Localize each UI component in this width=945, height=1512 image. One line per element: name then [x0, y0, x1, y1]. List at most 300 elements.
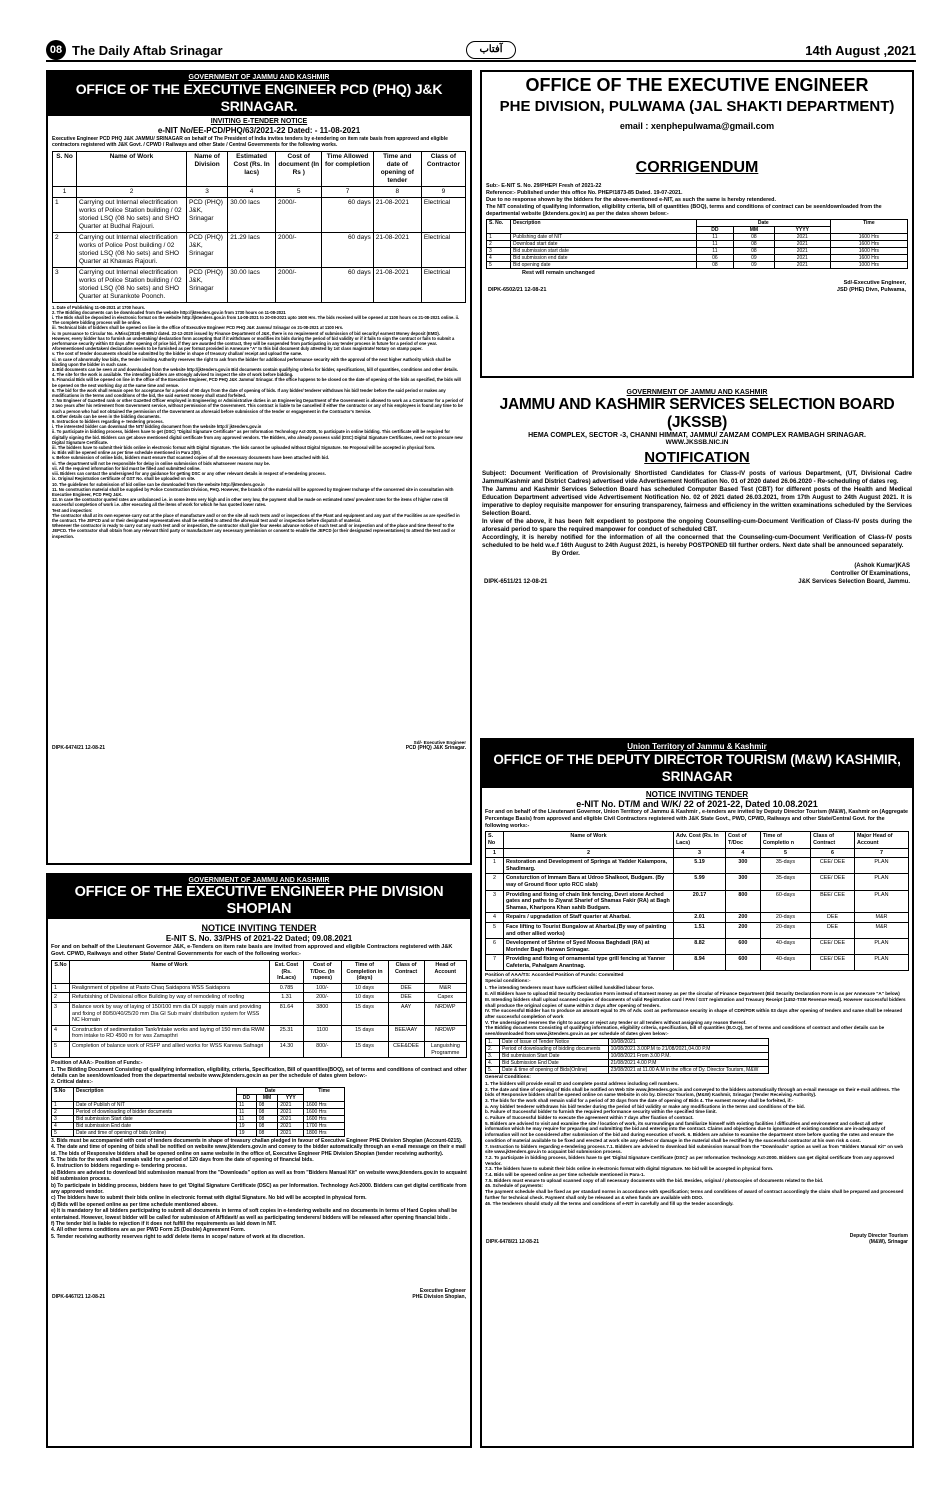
- shopian-cell: 3: [52, 1002, 70, 1025]
- tourism-cell: BEE/ CEE: [811, 890, 855, 913]
- pulwama-cell: 11: [696, 241, 733, 248]
- shopian-dcell: 2021: [278, 1108, 304, 1115]
- shopian-cell: NRDWP: [424, 1025, 466, 1041]
- term-item: ix. Original Registration certificate of GST No. shall be uploaded on site.: [52, 476, 196, 482]
- shopian-cell: Languishing Programme: [424, 1041, 466, 1057]
- tourism-general-list: [482, 1081, 912, 1233]
- tourism-intro: For and on behalf of the Lieutenant Governor, Union Territory of Jammu & Kashmir , e-tenders are invited by Deputy Director Tourism (M&W), Kashmir on (Aggregate Percentage Basis) from approved and eligible Civil Contractors registered with J&K State Govt., PWD, CPWD, Railways and other State/Central Govt. for the following works:-: [485, 809, 909, 829]
- shopian-dcell: 1600 Hrs: [304, 1108, 345, 1115]
- pulwama-cell: 4: [487, 255, 511, 262]
- term-item: c) The bidders have to submit their bids online in electronic format with digital Signature. No bid will be accepted in physical form.: [51, 1195, 367, 1202]
- term-item: 7.4. Bids will be opened online as per time schedule mentioned in Para-1.: [485, 1172, 645, 1178]
- shopian-cell: 81.64: [270, 1002, 304, 1025]
- term-item: 4. The date and time of opening of bids shall be notified on website www.jktenders.gov.in and convey to the bidder automatically through an e-mail message on their e mail id. The bids of Responsive bidders shall be opened online on same website in the office of, Executive Engineer PHE Division Shopian (tender receiving authority).: [51, 1144, 466, 1157]
- pulwama-subcol: YYYY: [774, 227, 830, 234]
- pulwama-cell: 1000 Hrs: [830, 262, 907, 269]
- shopian-cell: Completion of balance work of RSFP and allied works for WSS Karewa Safnagri: [70, 1041, 270, 1057]
- shopian-dcell: 1700 Hrs: [304, 1122, 345, 1129]
- shopian-cell: 10 days: [341, 993, 388, 1003]
- tourism-dcell: Period of downloading of bidding documents: [500, 1045, 609, 1052]
- shopian-cell: 1100: [304, 1025, 341, 1041]
- table-row: [486, 1052, 769, 1059]
- tourism-cell: Providing and fixing of chain link fencing, Devri stone Arched gates and paths to Ziyarat Sharief of Shamas Fakir (RA) at Bagh Shamas, Kharipora Khan sahib Budgam.: [504, 890, 674, 913]
- pulwama-corrigendum: CORRIGENDUM: [635, 159, 759, 176]
- table-row: [52, 1101, 345, 1108]
- tourism-special-list: [482, 985, 912, 1036]
- term-item: f) The tender bid is liable to rejection if it does not fulfill the requirements as laid down in NIT.: [51, 1221, 277, 1228]
- pcd-num: 5: [276, 186, 322, 197]
- shopian-cell: NRDWP: [424, 1002, 466, 1025]
- shopian-cell: 4: [52, 1025, 70, 1041]
- tourism-cell: 7: [486, 955, 504, 971]
- shopian-sig2: PHE Division Shopian,: [412, 1293, 466, 1300]
- tourism-dcell: 5.: [486, 1066, 500, 1073]
- shopian-cell: Construction of sedimentation Tank/Intake works and laying of 150 mm dia RWM from intake to RD 4500 m for wss Zamapthri: [70, 1025, 270, 1041]
- shopian-dcol: Time: [304, 1087, 345, 1101]
- tourism-cell: 5: [486, 922, 504, 938]
- pcd-col: Cost of document (In Rs ): [276, 151, 322, 186]
- term-item: 4. All other terms conditions are as per PWD Form 25 (Double) Agreement Form.: [51, 1227, 246, 1234]
- tourism-cell: 6: [486, 939, 504, 955]
- pcd-ad: [46, 70, 472, 865]
- tourism-cell: 20-days: [760, 922, 810, 938]
- pcd-cell: Carrying out Internal electrification works of Police Post building / 02 storied LSQ (08 No sets) and SHO Quarter at Khawas Rajouri.: [77, 232, 187, 267]
- pcd-col: Class of Contractor: [421, 151, 465, 186]
- table-row: [486, 1059, 769, 1066]
- shopian-enit: E-NIT S. No. 33/PHS of 2021-22 Dated; 09.08.2021: [165, 934, 353, 943]
- pulwama-col: Date: [696, 220, 830, 227]
- shopian-cell: 1.31: [270, 993, 304, 1003]
- tourism-dcell: 1.: [486, 1038, 500, 1045]
- table-row: [486, 858, 909, 874]
- tourism-num: 4: [725, 848, 760, 858]
- tourism-cell: Repairs / upgradation of Staff quarter at Aharbal.: [504, 913, 674, 923]
- table-row: [52, 1122, 345, 1129]
- shopian-term-1: 1. The Bidding Document Consisting of qualifying information, eligibility, criteria, Specification, Bill of quantities(BOQ), set of terms and conditions of contract and other details can be seen/downloaded from the departmental website www.jktenders.gov.in as per the schedule of dates given below:-: [51, 1066, 467, 1079]
- shopian-dcell: 2021: [278, 1101, 304, 1108]
- term-item: a) Bidders are advised to download bid submission manual from the "Downloads" option as well as from "Bidders Manual Kit" on website www.jktenders.gov.in to acquaint bid submission process.: [51, 1169, 467, 1183]
- pulwama-sig2: JSD (PHE) Divn, Pulwama,: [836, 287, 906, 293]
- jkssb-subject: Subject: Document Verification of Provisionally Shortlisted Candidates for Class-IV posts of various Department, (UT, Divisional Cadre Jammu/Kashmir and District Cadres) advertised vide Advertisement Notification No. 01 of 2020 dated 26.06.2020 - Re-scheduling of dates reg.: [482, 470, 912, 485]
- shopian-col: Time of Completion in (days): [341, 961, 388, 984]
- pcd-title: OFFICE OF THE EXECUTIVE ENGINEER PCD (PHQ) J&K SRINAGAR.: [75, 81, 443, 114]
- term-item: 9. Instruction to bidders regarding e- tendering process.: [52, 419, 164, 425]
- tourism-cell: CEE/ DEE: [811, 939, 855, 955]
- tourism-num: 3: [674, 848, 726, 858]
- term-item: Whenever the contractor is ready to carry out any such test and/ or inspection, the contractor shall give four weeks advance notice of such test and/ or inspection and of the place and time thereof to the JEPCD. The contractor shall obtain from any relevant third party or manufacturer any necessary permission or consent to enable the JEPCD (or their designated representatives) to attend the test and/ or inspection.: [52, 523, 456, 539]
- pulwama-sub: Sub:- E-NIT S. No. 29/PHEP/ Fresh of 2021-22: [486, 183, 602, 189]
- pcd-num: 7: [322, 186, 373, 197]
- tourism-cell: PLAN: [854, 955, 908, 971]
- tourism-dcell: 2.: [486, 1045, 500, 1052]
- shopian-nit: NOTICE INVITING TENDER: [201, 923, 317, 933]
- tourism-cell: Development of Shrine of Syed Moosa Baghdadi (RA) at Morinder Bagh Harwan Srinagar.: [504, 939, 674, 955]
- pcd-cell: 60 days: [322, 232, 373, 267]
- tourism-cell: 200: [725, 913, 760, 923]
- tourism-title: OFFICE OF THE DEPUTY DIRECTOR TOURISM (M&W) KASHMIR, SRINAGAR: [493, 752, 901, 784]
- jkssb-notification: NOTIFICATION: [644, 449, 750, 466]
- term-item: i. The Bids shall be deposited in electronic format on the website http://jktenders.gov.in from 14-08-2021 to 20-08-2021 upto 1600 Hrs. The bids received will be opened at 1100 hours on 21-08-2021 online. ii. The complete bidding process will be online.: [52, 315, 460, 326]
- shopian-dcell: 2: [52, 1108, 74, 1115]
- pulwama-cell: 08: [734, 241, 775, 248]
- tourism-dates-table: [485, 1038, 769, 1074]
- pcd-cell: 2000/-: [276, 267, 322, 302]
- tourism-col: Major Head of Account: [854, 832, 908, 848]
- shopian-dcell: 08: [256, 1101, 278, 1108]
- pcd-num: 3: [187, 186, 228, 197]
- term-item: iii. Technical bids of bidders shall be opened on line in the office of Executive Engineer PCD PHQ J&K Jammu/ Srinagar on 21-08-2021 at 1100 Hrs.: [52, 325, 344, 331]
- pcd-table: [52, 151, 466, 303]
- term-item: IV. The successful Bidder has to produce an amount equal to 3% of Adv. cost as performance security in shape of CDR/FDR within 03 days after opening of tenders and same shall be released after successful completion of work: [485, 1008, 903, 1019]
- shopian-dcell: Period of downloading of bidder documents: [74, 1108, 237, 1115]
- term-item: vi. In case of abnormally low bids, the tender inviting Authority reserves the right to ask from the bidder for additional performance security with the approval of the next higher Authority which shall be binding upon the bidder in such case.: [52, 356, 451, 367]
- shopian-dcell: Bid submission Start date: [74, 1115, 237, 1122]
- table-row: [52, 993, 467, 1003]
- pcd-col: Name of Division: [187, 151, 228, 186]
- tourism-position: Position of AAA/TS: Accorded Position of Funds: Committed: [485, 973, 624, 979]
- pcd-cell: 21.29 lacs: [228, 232, 276, 267]
- pulwama-email: email : xenphepulwama@gmail.com: [619, 121, 775, 131]
- term-item: d) Bids will be opened online as per time schedule mentioned above.: [51, 1201, 218, 1208]
- tourism-cell: PLAN: [854, 858, 908, 874]
- shopian-dsub: YYY: [278, 1094, 304, 1101]
- pulwama-cell: Bid opening date: [511, 262, 697, 269]
- table-row: [52, 1025, 467, 1041]
- jkssb-by-order: By Order.: [552, 550, 580, 557]
- issue-date: 14th August ,2021: [805, 42, 916, 58]
- pcd-cell: PCD (PHQ) J&K, Srinagar: [187, 197, 228, 232]
- shopian-gov: GOVERNMENT OF JAMMU AND KASHMIR: [188, 877, 330, 884]
- pcd-cell: Carrying out Internal electrification works of Police Station building / 02 storied LSQ (08 No sets) and SHO Quarter at Budhal Rajouri.: [77, 197, 187, 232]
- tourism-cell: CEE/ DEE: [811, 858, 855, 874]
- term-item: III. Intending bidders shall upload scanned copies of documents of valid Registration card / PAN / GST registration and Treasury Receipt (1452-TSM Revenue Head). However successful bidders shall produce the original copies of same within 3 days after opening of tenders.: [485, 996, 906, 1008]
- term-item: 12. In case the contractor quoted rates are unbalanced i.e. in some items very high and in other very low, the payment shall be made on estimated rates/ prevalent rates for the items of higher rates till successful completion of work i.e. after executing all the items of work for which he has quoted lower rates.: [52, 497, 449, 508]
- term-item: 1. Date of Publishing 11-08-2021 at 1700 hours.: [52, 304, 146, 310]
- term-item: 5. The bids for the work shall remain valid for a period of 120 days from the date of opening of financial bids.: [51, 1156, 314, 1163]
- pulwama-cell: 2021: [774, 241, 830, 248]
- page-header: [46, 40, 916, 62]
- tourism-sig2: (M&W), Srinagar: [869, 1238, 908, 1245]
- shopian-cell: DEE: [388, 983, 424, 993]
- shopian-dcell: 08: [256, 1108, 278, 1115]
- tourism-col: S. No: [486, 832, 504, 848]
- pcd-num: 2: [77, 186, 187, 197]
- term-item: 8. Other details can be seen in the bidding documents.: [52, 413, 161, 419]
- term-item: 7. No Engineer of Gazetted rank or other Gazetted Officer employed in Engineering or Administrative duties in an Engineering Department of the Government is allowed to work as a Contractor for a period of 2 two years after his retirement from Government service, without permission of the Government. This contract is liable to be cancelled if either the contractor or any of his employees is found any time to be such a person who had not obtained the permission of the Government as aforesaid before submission of the tender or engagement in the Contractor's Service.: [52, 398, 464, 414]
- shopian-col: Cost of T/Doc. (In rupees): [304, 961, 341, 984]
- jkssb-sig-board: J&K Services Selection Board, Jammu.: [798, 579, 910, 585]
- tourism-cell: DEE: [811, 922, 855, 938]
- pcd-cell: 2: [53, 232, 77, 267]
- pcd-cell: Electrical: [421, 197, 465, 232]
- pulwama-title-1: OFFICE OF THE EXECUTIVE ENGINEER: [525, 75, 869, 95]
- tourism-cell: 1: [486, 858, 504, 874]
- pcd-col: Name of Work: [77, 151, 187, 186]
- shopian-dcell: 08: [256, 1115, 278, 1122]
- term-item: 7.3. The bidders have to submit their bids online in electronic format with digital Signature. No bid will be accepted in physical form.: [485, 1166, 774, 1172]
- pulwama-due: Due to no response shown by the bidders for the above-mentioned e-NIT, as such the same is hereby retendered.: [486, 197, 776, 203]
- shopian-banner: [48, 875, 470, 919]
- term-item: 2. The Bidding documents can be downloaded from the website http://jktenders.gov.in from 1730 hours on 11-08-2021: [52, 309, 286, 315]
- tourism-dcell: 3.: [486, 1052, 500, 1059]
- shopian-cell: Balance work by way of laying of 150/100 mm dia DI supply main and providing and fixing of 80/50/40/25/20 mm Dia GI Sub main/ distribution system for WSS NC Hornain: [70, 1002, 270, 1025]
- table-row: [52, 1041, 467, 1057]
- tourism-dcell: Bid submission Start Date: [500, 1052, 609, 1059]
- term-item: c. Failure of Successful bidder to execute the agreement within 7 days after fixation of contract.: [485, 1115, 694, 1121]
- table-row: [52, 983, 467, 993]
- table-row: [486, 922, 909, 938]
- pulwama-col: Time: [830, 220, 907, 234]
- pulwama-rest: Rest will remain unchanged: [522, 270, 595, 276]
- term-item: 1. The bidders will provide email ID and complete postal address including cell numbers.: [485, 1080, 679, 1086]
- pcd-cell: 60 days: [322, 267, 373, 302]
- pulwama-title-2: PHE DIVISION, PULWAMA (JAL SHAKTI DEPARTMENT): [499, 98, 895, 115]
- pcd-nit: e-NIT No/EE-PCD/PHQ/63/2021-22 Dated: - 11-08-2021: [157, 126, 361, 135]
- term-item: 10. The guidelines for submission of bid online can be downloaded from the website http://jktenders.gov.in: [52, 481, 265, 487]
- pulwama-cell: 2021: [774, 255, 830, 262]
- tourism-cell: M&R: [854, 922, 908, 938]
- term-item: The Bidding documents Consisting of qualifying information, eligibility criteria, specification, bill of quantities (B.O.Q), Set of terms and conditions of contract and other details can be seen/downloaded from www.jktenders.gov.in as per schedule of dates given below:-: [485, 1025, 885, 1037]
- shopian-dates-table: [51, 1087, 345, 1137]
- pulwama-cell: 11: [696, 234, 733, 241]
- pulwama-cell: 5: [487, 262, 511, 269]
- tourism-cell: Restoration and Development of Springs at Yadder Kalampora, Shadimarg.: [504, 858, 674, 874]
- tourism-nit: NOTICE INVITING TENDER: [645, 790, 749, 799]
- shopian-cell: 2: [52, 993, 70, 1003]
- table-row: [52, 1002, 467, 1025]
- pcd-cell: Electrical: [421, 232, 465, 267]
- table-row: [486, 890, 909, 913]
- shopian-dcell: Bid submission End date: [74, 1122, 237, 1129]
- tourism-cell: 20-days: [760, 913, 810, 923]
- shopian-cell: 25.31: [270, 1025, 304, 1041]
- shopian-dcell: Date of Publish of NIT: [74, 1101, 237, 1108]
- shopian-signature: Executive Engineer: [419, 1287, 466, 1294]
- shopian-dcell: 19: [237, 1129, 257, 1136]
- jkssb-para-2: The Jammu and Kashmir Services Selection Board has scheduled Computer Based Test (CBT) for different posts of the Health and Medical Education Department advertised vide Advertisement Notification No. 02 of 2021 dated 26.03.2021, from 17th August to 24th August 2021. It is imperative to deploy requisite manpower for ensuring transparency, fairness and efficiency in the written examinations scheduled by the Services Selection Board.: [482, 486, 912, 517]
- tourism-cell: 5.99: [674, 874, 726, 890]
- term-item: 2. The date and time of opening of Bids shall be notified on Web Site www.jktenders.gov.in and conveyed to the bidders automatically through an e-mail message on their e-mail address. The bids of Responsive bidders shall be opened online on same Website in o/o by. Director Tourism, (M&W) Kashmir, Srinagar (Tender Receiving Authority).: [485, 1086, 900, 1098]
- term-item: 6. Instruction to bidders regarding e- tendering process.: [51, 1163, 187, 1170]
- shopian-dcell: 08: [256, 1129, 278, 1136]
- pcd-cell: 30.00 lacs: [228, 267, 276, 302]
- pcd-cell: 30.00 lacs: [228, 197, 276, 232]
- term-item: b. Failure of Successful bidder to furnish the required performance security within the specified time limit.: [485, 1109, 717, 1115]
- pulwama-subcol: DD: [696, 227, 733, 234]
- shopian-dcell: 1: [52, 1101, 74, 1108]
- tourism-dcell: 10/08/2021 3.00P.M to 21/08/2021,04.00 P.M: [608, 1045, 768, 1052]
- shopian-table: [51, 960, 467, 1058]
- tourism-cell: 40-days: [760, 955, 810, 971]
- shopian-cell: DEE: [388, 993, 424, 1003]
- pcd-num: 8: [373, 186, 421, 197]
- tourism-cell: 5.19: [674, 858, 726, 874]
- shopian-cell: CEE&DEE: [388, 1041, 424, 1057]
- table-row: [487, 234, 908, 241]
- pcd-footer: [52, 745, 466, 751]
- pulwama-cell: Download start date: [511, 241, 697, 248]
- pulwama-cell: 1600 Hrs: [830, 234, 907, 241]
- term-item: vi. The department will not be responsible for delay in online submission of bids whatsoever reasons may be.: [52, 460, 271, 466]
- jkssb-para-4: Accordingly, it is hereby notified for the information of all the concerned that the Counseling-cum-Document Verification of Class-IV posts scheduled to be held w.e.f 16th August to 24th August 2021, is hereby POSTPONED till further orders. Next date shall be announced separately.: [482, 534, 912, 549]
- term-item: i. The interested bidder can download the NIT/ bidding document from the website http:// jktenders.gov.in: [52, 424, 262, 430]
- term-item: a. Any bidder/ tenderer withdraws his bid/ tender during the period of bid validity or make any modifications in the terms and conditions of the bid.: [485, 1103, 805, 1109]
- table-row: [53, 197, 466, 232]
- tourism-cell: 3: [486, 890, 504, 913]
- shopian-dcell: 11: [237, 1108, 257, 1115]
- pcd-dipk: DIPK-6474/21 12-08-21: [52, 745, 106, 752]
- pulwama-ref: Reference:- Published under this office No. PHEP/1873-85 Dated. 19-07-2021.: [486, 190, 683, 196]
- tourism-num: 7: [854, 848, 908, 858]
- pulwama-cell: 08: [696, 262, 733, 269]
- shopian-cell: 200/-: [304, 993, 341, 1003]
- tourism-cell: Consturction of Immam Bara at Udroo Shalkoot, Budgam. (By way of Ground floor upto RCC slab): [504, 874, 674, 890]
- term-item: 46. The tenderers should study all the terms and conditions of e-NIT in carefully and fill up the tender accordingly.: [485, 1200, 734, 1206]
- shopian-col: Name of Work: [70, 961, 270, 984]
- term-item: 11. No construction material shall be supplied by Police Construction Division, PHQ. However, the brands of the material will be approved by Engineer Incharge of the concerned site in consultation with Executive Engineer, PCD PHQ J&K.: [52, 486, 454, 497]
- term-item: 45. Schedule of payments:: [485, 1183, 543, 1189]
- term-item: ii. To participate in bidding process, bidders have to get (DSC) "Digital Signature Certificate" as per Information Technology Act-2000, to participate in online bidding. This certificate will be required for digitally signing the bid. Bidders can get above mentioned digital certificate from any approved vendors. The Bidders, who already possess valid (DSC) Digital Signature Certificates, need not to procure new Digital Signature Certificate.: [52, 429, 463, 445]
- term-item: 5. Bidders are advised to visit and examine the site / location of work, its surroundings and familiarize himself with existing facilities / difficulties and environment and collect all other information which he may require for preparing and submitting the bid and entering into the contract. Claims and objections due to ignorance of existing conditions are in-adequacy of information will not be considered after submission of the bid and during execution of work. 6. Bidders are advise to examine the department store before quoting the rates and ensure the condition of material available to be fixed and erected at work site any defect or damage in the material shall be rectified by the successful contractor at his own risk & cost.: [485, 1120, 894, 1143]
- pulwama-cell: 09: [734, 255, 775, 262]
- tourism-dipk: DIPK-6478/21 12-08-21: [486, 1238, 540, 1245]
- shopian-dsub: DD: [237, 1094, 257, 1101]
- term-item: 7. Instruction to bidders regarding e-tendering process.7.1. Bidders are advised to download bid submission manual from the "Downloads" option as well as from "Bidders Manual Kit" on web site www.jktenders.gov.in to acquaint bid submission process.: [485, 1143, 904, 1155]
- pulwama-ad: [480, 70, 914, 378]
- tourism-cell: 2.01: [674, 913, 726, 923]
- tourism-cell: PLAN: [854, 874, 908, 890]
- shopian-cell: 0.785: [270, 983, 304, 993]
- table-row: [486, 1066, 769, 1073]
- term-item: b) To participate in bidding process, bidders have to get 'Digital Signature Certificate (DSC) as per Information. Technology Act-2000. Bidders can get digital certificate from any approved vendor.: [51, 1182, 467, 1195]
- shopian-dcell: 5: [52, 1129, 74, 1136]
- pcd-col: S. No: [53, 151, 77, 186]
- pcd-cell: 21-08-2021: [373, 232, 421, 267]
- pulwama-cell: 09: [734, 262, 775, 269]
- tourism-cell: 800: [725, 890, 760, 913]
- shopian-dcell: 2021: [278, 1129, 304, 1136]
- term-item: I. The intending tenderers must have sufficient skilled /unskilled labour force.: [485, 985, 654, 991]
- tourism-cell: PLAN: [854, 939, 908, 955]
- term-item: v. Before submission of online bids, bidders must ensure that scanned copies of all the necessary documents have been attached with bid.: [52, 455, 330, 461]
- tourism-num: 2: [504, 848, 674, 858]
- pulwama-cell: 08: [734, 248, 775, 255]
- table-row: [53, 232, 466, 267]
- tourism-col: Adv. Cost (Rs. In Lacs): [674, 832, 726, 848]
- tourism-cell: 35-days: [760, 858, 810, 874]
- shopian-col: Est. Cost (Rs. InLacs): [270, 961, 304, 984]
- tourism-cell: 600: [725, 939, 760, 955]
- term-item: The contractor shall at its own expense carry out at the place of manufacture and/ or on the site all such tests and/ or inspections of the Plant and equipment and any part of the Facilities as are specified in the contract. The JEPCD and or their designated representatives shall be entitled to attend the aforesaid test and/ or inspection before dispatch of material.: [52, 512, 460, 523]
- term-item: viii. Bidders can contact the undersigned for any guidance for getting DSC or any other relevant details in respect of e-tendering process.: [52, 471, 326, 477]
- pcd-cell: 21-08-2021: [373, 197, 421, 232]
- table-row: [487, 248, 908, 255]
- pcd-num: 4: [228, 186, 276, 197]
- pulwama-table: [486, 219, 908, 269]
- pcd-col: Time Allowed for completion: [322, 151, 373, 186]
- term-item: The payment schedule shall be fixed as per standard norms in accordance with specification; terms and conditions of award of contract accordingly the claim shall be prepared and processed further for technical check. Payment shall only be released as & when funds are available with DDO.: [485, 1189, 904, 1200]
- pulwama-cell: 2021: [774, 234, 830, 241]
- tourism-cell: Face lifting to Tourist Bungalow at Aharbal.(By way of painting and other allied works): [504, 922, 674, 938]
- shopian-dcell: 08: [256, 1122, 278, 1129]
- shopian-cell: 10 days: [341, 983, 388, 993]
- pulwama-cell: 08: [734, 234, 775, 241]
- tourism-cell: Providing and fixing of ornamental type grill fencing at Yanner Cafeteria, Pahalgam Anantnag.: [504, 955, 674, 971]
- shopian-dcell: 1600 Hrs: [304, 1101, 345, 1108]
- page-number: 08: [46, 40, 66, 60]
- shopian-dcell: 11: [237, 1115, 257, 1122]
- pulwama-cell: 1: [487, 234, 511, 241]
- pcd-col: Estimated Cost (Rs. In lacs): [228, 151, 276, 186]
- tourism-dcell: Bid Submission End Date: [500, 1059, 609, 1066]
- term-item: 5. Financial Bids will be opened on line in the office of the Executive Engineer, PCD PHQ J&K Jammu/ Srinagar. If the office happens to be closed on the date of opening of the bids as specified, the bids will be opened on the next working day at the same time and venue.: [52, 377, 461, 388]
- tourism-num: 5: [760, 848, 810, 858]
- pcd-cell: PCD (PHQ) J&K, Srinagar: [187, 232, 228, 267]
- shopian-dcell: 19: [237, 1122, 257, 1129]
- tourism-cell: 60-days: [760, 890, 810, 913]
- tourism-enit: e-NIT No. DT/M and W/K/ 22 of 2021-22, Dated 10.08.2021: [576, 799, 818, 809]
- tourism-cell: 200: [725, 922, 760, 938]
- table-row: [486, 1045, 769, 1052]
- pulwama-cell: 2021: [774, 262, 830, 269]
- shopian-dcell: 11: [237, 1101, 257, 1108]
- term-item: 7.5. Bidders must ensure to upload scanned copy of all necessary documents with the bid. Besides, original / photocopies of documents related to the bid.: [485, 1177, 824, 1183]
- table-row: [52, 1115, 345, 1122]
- shopian-dcell: 3: [52, 1115, 74, 1122]
- term-item: II. All Bidders have to upload Bid Security Declaration Form instead of Earnest money as per the circular of Finance Department (Bid Security Declaration Form is as per Annexure "A" below): [485, 991, 900, 997]
- table-row: [487, 255, 908, 262]
- pcd-cell: 60 days: [322, 197, 373, 232]
- pcd-cell: 21-08-2021: [373, 267, 421, 302]
- term-item: vii. All the required information for bid must be filled and submitted online.: [52, 465, 201, 471]
- shopian-cell: 1: [52, 983, 70, 993]
- tourism-dcell: Date of Issue of Tender Notice: [500, 1038, 609, 1045]
- pcd-num: 9: [421, 186, 465, 197]
- pcd-terms: [48, 305, 470, 740]
- pcd-col: Time and date of opening of tender: [373, 151, 421, 186]
- tourism-cell: PLAN: [854, 890, 908, 913]
- tourism-cell: 8.94: [674, 955, 726, 971]
- pulwama-col: Description: [511, 220, 697, 234]
- jkssb-web: WWW.JKSSB.NIC.IN: [665, 439, 729, 446]
- pulwama-cell: 2021: [774, 248, 830, 255]
- shopian-dcell: 2021: [278, 1122, 304, 1129]
- term-item: V. The undersigned reserves the right to accept or reject any tender or all tenders without assigning any reason thereof.: [485, 1019, 747, 1025]
- pulwama-cell: 3: [487, 248, 511, 255]
- tourism-dcell: 4.: [486, 1059, 500, 1066]
- tourism-dcell: 21/08/2021 4.00 P.M: [608, 1059, 768, 1066]
- tourism-col: Class of Contract: [811, 832, 855, 848]
- shopian-cell: BEE/AAY: [388, 1025, 424, 1041]
- table-row: [487, 241, 908, 248]
- tourism-col: Cost of T/Doc: [725, 832, 760, 848]
- jkssb-sig-title: Controller Of Examinations,: [830, 571, 910, 577]
- table-row: [486, 874, 909, 890]
- jkssb-para-3: In view of the above, it has been felt expedient to postpone the ongoing Counselling-cum-Document Verification of Class-IV posts during the aforesaid period to spare the required manpower for conduct of scheduled CBT.: [482, 518, 912, 533]
- pcd-cell: Carrying out Internal electrification works of Police Station building / 02 storied LSQ (08 No sets) and SHO Quarter at Surankote Poonch.: [77, 267, 187, 302]
- shopian-cell: 800/-: [304, 1041, 341, 1057]
- shopian-dcell: 1800 Hrs: [304, 1129, 345, 1136]
- jkssb-gov: GOVERNMENT OF JAMMU AND KASHMIR: [626, 389, 768, 396]
- pcd-cell: 1: [53, 197, 77, 232]
- tourism-cell: 2: [486, 874, 504, 890]
- shopian-col: S.No: [52, 961, 70, 984]
- pcd-gov: GOVERNMENT OF JAMMU AND KASHMIR: [188, 74, 330, 81]
- shopian-dipk: DIPK-6467/21 12-08-21: [52, 1293, 106, 1300]
- tourism-cell: 300: [725, 874, 760, 890]
- tourism-cell: 300: [725, 858, 760, 874]
- shopian-terms: [48, 1138, 470, 1288]
